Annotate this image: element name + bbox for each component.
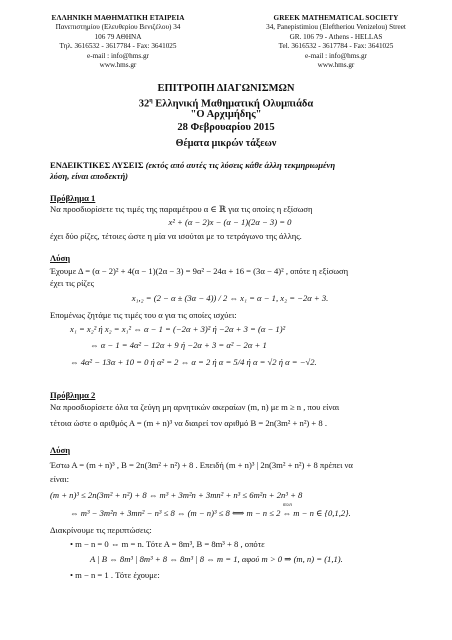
phone-english: Tel. 3616532 - 3617784 - Fax: 3641025 xyxy=(278,42,394,51)
olympiad-number-suffix: η xyxy=(149,98,153,104)
problem1-solution-line-1: Έχουμε Δ = (α − 2)² + 4(α − 1)(2α − 3) = 9α² − 24α + 16 = (3α − 4)² , οπότε η εξίσωση xyxy=(50,266,349,276)
problem1-solution-roots: x₁,₂ = (2 − α ± (3α − 4)) / 2 ⇔ x₁ = α − 1, x₂ = −2α + 3. xyxy=(131,293,329,303)
problem2-statement-1: Να προσδιορίσετε όλα τα ζεύγη μη αρνητικών ακεραίων (m, n) με m ≥ n , που είναι xyxy=(50,402,340,412)
problem2-solution-line-4: ⇔ m³ − 3m²n + 3mn² − n³ ≤ 8 ⇔ (m − n)³ ≤ 8 ⟺ m − n ≤ 2 ⇔ m − n ∈ {0,1,2}. xyxy=(70,508,351,518)
problem1-solution-line-7: ⇔ 4α² − 13α + 10 = 0 ή α² = 2 ⇔ α = 2 ή α = 5/4 ή α = √2 ή α = −√2. xyxy=(70,357,317,367)
problem1-solution-line-5: x₁ = x₂² ή x₂ = x₁² ⇔ α − 1 = (−2α + 3)² ή −2α + 3 = (α − 1)² xyxy=(70,324,286,334)
problem2-statement-2: τέτοια ώστε ο αριθμός Α = (m + n)³ να διαιρεί τον αριθμό Β = 2n(3m² + n²) + 8 . xyxy=(50,418,328,428)
problem2-case-2: • m − n = 1 . Τότε έχουμε: xyxy=(70,570,160,580)
address-english: 34, Panepistimiou (Εleftheriou Venizelou) Street xyxy=(266,23,406,32)
header-right xyxy=(236,14,436,70)
problem1-solution-line-4: Επομένως ζητάμε τις τιμές του α για τις οποίες ισχύει: xyxy=(50,310,237,320)
problem2-solution-heading: Λύση xyxy=(50,445,71,455)
email-english: e-mail : info@hms.gr xyxy=(305,51,367,60)
competition-date: 28 Φεβρουαρίου 2015 xyxy=(177,122,275,133)
intro-note-2: λύση, είναι αποδεκτή) xyxy=(50,171,129,181)
problem1-solution-line-2: έχει τις ρίζες xyxy=(50,278,94,288)
problem2-heading: Πρόβλημα 2 xyxy=(50,390,96,400)
competition-name: "Ο Αρχιμήδης" xyxy=(190,109,262,120)
problem1-solution-heading: Λύση xyxy=(50,253,71,263)
olympiad-name: Ελληνική Μαθηματική Ολυμπιάδα xyxy=(152,98,314,110)
problem2-solution-line-2: είναι: xyxy=(50,474,70,484)
problem1-solution-line-6: ⇔ α − 1 = 4α² − 12α + 9 ή −2α + 3 = α² − 2α + 1 xyxy=(90,340,267,350)
email-greek: e-mail : info@hms.gr xyxy=(87,51,149,60)
problem1-statement-2: έχει δύο ρίζες, τέτοιες ώστε η μία να ισούται με το τετράγωνο της άλλης. xyxy=(50,231,302,241)
problem1-equation: x² + (α − 2)x − (α − 1)(2α − 3) = 0 xyxy=(168,217,292,227)
committee-title: ΕΠΙΤΡΟΠΗ ΔΙΑΓΩΝΙΣΜΩΝ xyxy=(157,83,295,94)
problem2-solution-line-5: Διακρίνουμε τις περιπτώσεις: xyxy=(50,525,152,535)
olympiad-number: 32 xyxy=(138,98,150,110)
header-left xyxy=(18,14,218,70)
problem2-solution-line-1: Έστω Α = (m + n)³ , Β = 2n(3m² + n²) + 8 . Επειδή (m + n)³ | 2n(3m² + n²) + 8 πρέπει να xyxy=(50,460,353,470)
intro-note-1: (εκτός από αυτές τις λύσεις κάθε άλλη τεκμηριωμένη xyxy=(143,160,336,170)
address-greek: Πανεπιστημίου (Ελευθερίου Βενιζέλου) 34 xyxy=(55,23,181,32)
org-name-greek: ΕΛΛΗΝΙΚΗ ΜΑΘΗΜΑΤΙΚΗ ΕΤΑΙΡΕΙΑ xyxy=(51,14,185,22)
problem2-implication-condition: m≥n xyxy=(283,503,292,508)
competition-subject: Θέματα μικρών τάξεων xyxy=(175,138,277,149)
web-english: www.hms.gr xyxy=(317,61,355,70)
problem1-statement-1: Να προσδιορίσετε τις τιμές της παραμέτρου α ∈ ℝ για τις οποίες η εξίσωση xyxy=(50,204,313,214)
problem2-solution-line-3: (m + n)³ ≤ 2n(3m² + n²) + 8 ⇔ m³ + 3m²n + 3mn² + n³ ≤ 6m²n + 2n³ + 8 xyxy=(50,490,303,500)
city-greek: 106 79 ΑΘΗΝΑ xyxy=(94,32,142,41)
intro-label: ΕΝΔΕΙΚΤΙΚΕΣ ΛΥΣΕΙΣ xyxy=(50,160,144,170)
city-english: GR. 106 79 - Athens - HELLAS xyxy=(289,32,383,41)
problem1-heading: Πρόβλημα 1 xyxy=(50,193,96,203)
problem2-case-1-detail: Α | Β ⇔ 8m³ | 8m³ + 8 ⇔ 8m³ | 8 ⇔ m = 1, αφού m > 0 ⇒ (m, n) = (1,1). xyxy=(90,554,343,564)
phone-greek: Τηλ. 3616532 - 3617784 - Fax: 3641025 xyxy=(59,42,177,51)
org-name-english: GREEK MATHEMATICAL SOCIETY xyxy=(273,14,399,22)
web-greek: www.hms.gr xyxy=(99,61,137,70)
intro-line-1 xyxy=(50,160,410,171)
problem2-case-1: • m − n = 0 ⇔ m = n. Τότε Α = 8m³, Β = 8m³ + 8 , οπότε xyxy=(70,539,265,549)
